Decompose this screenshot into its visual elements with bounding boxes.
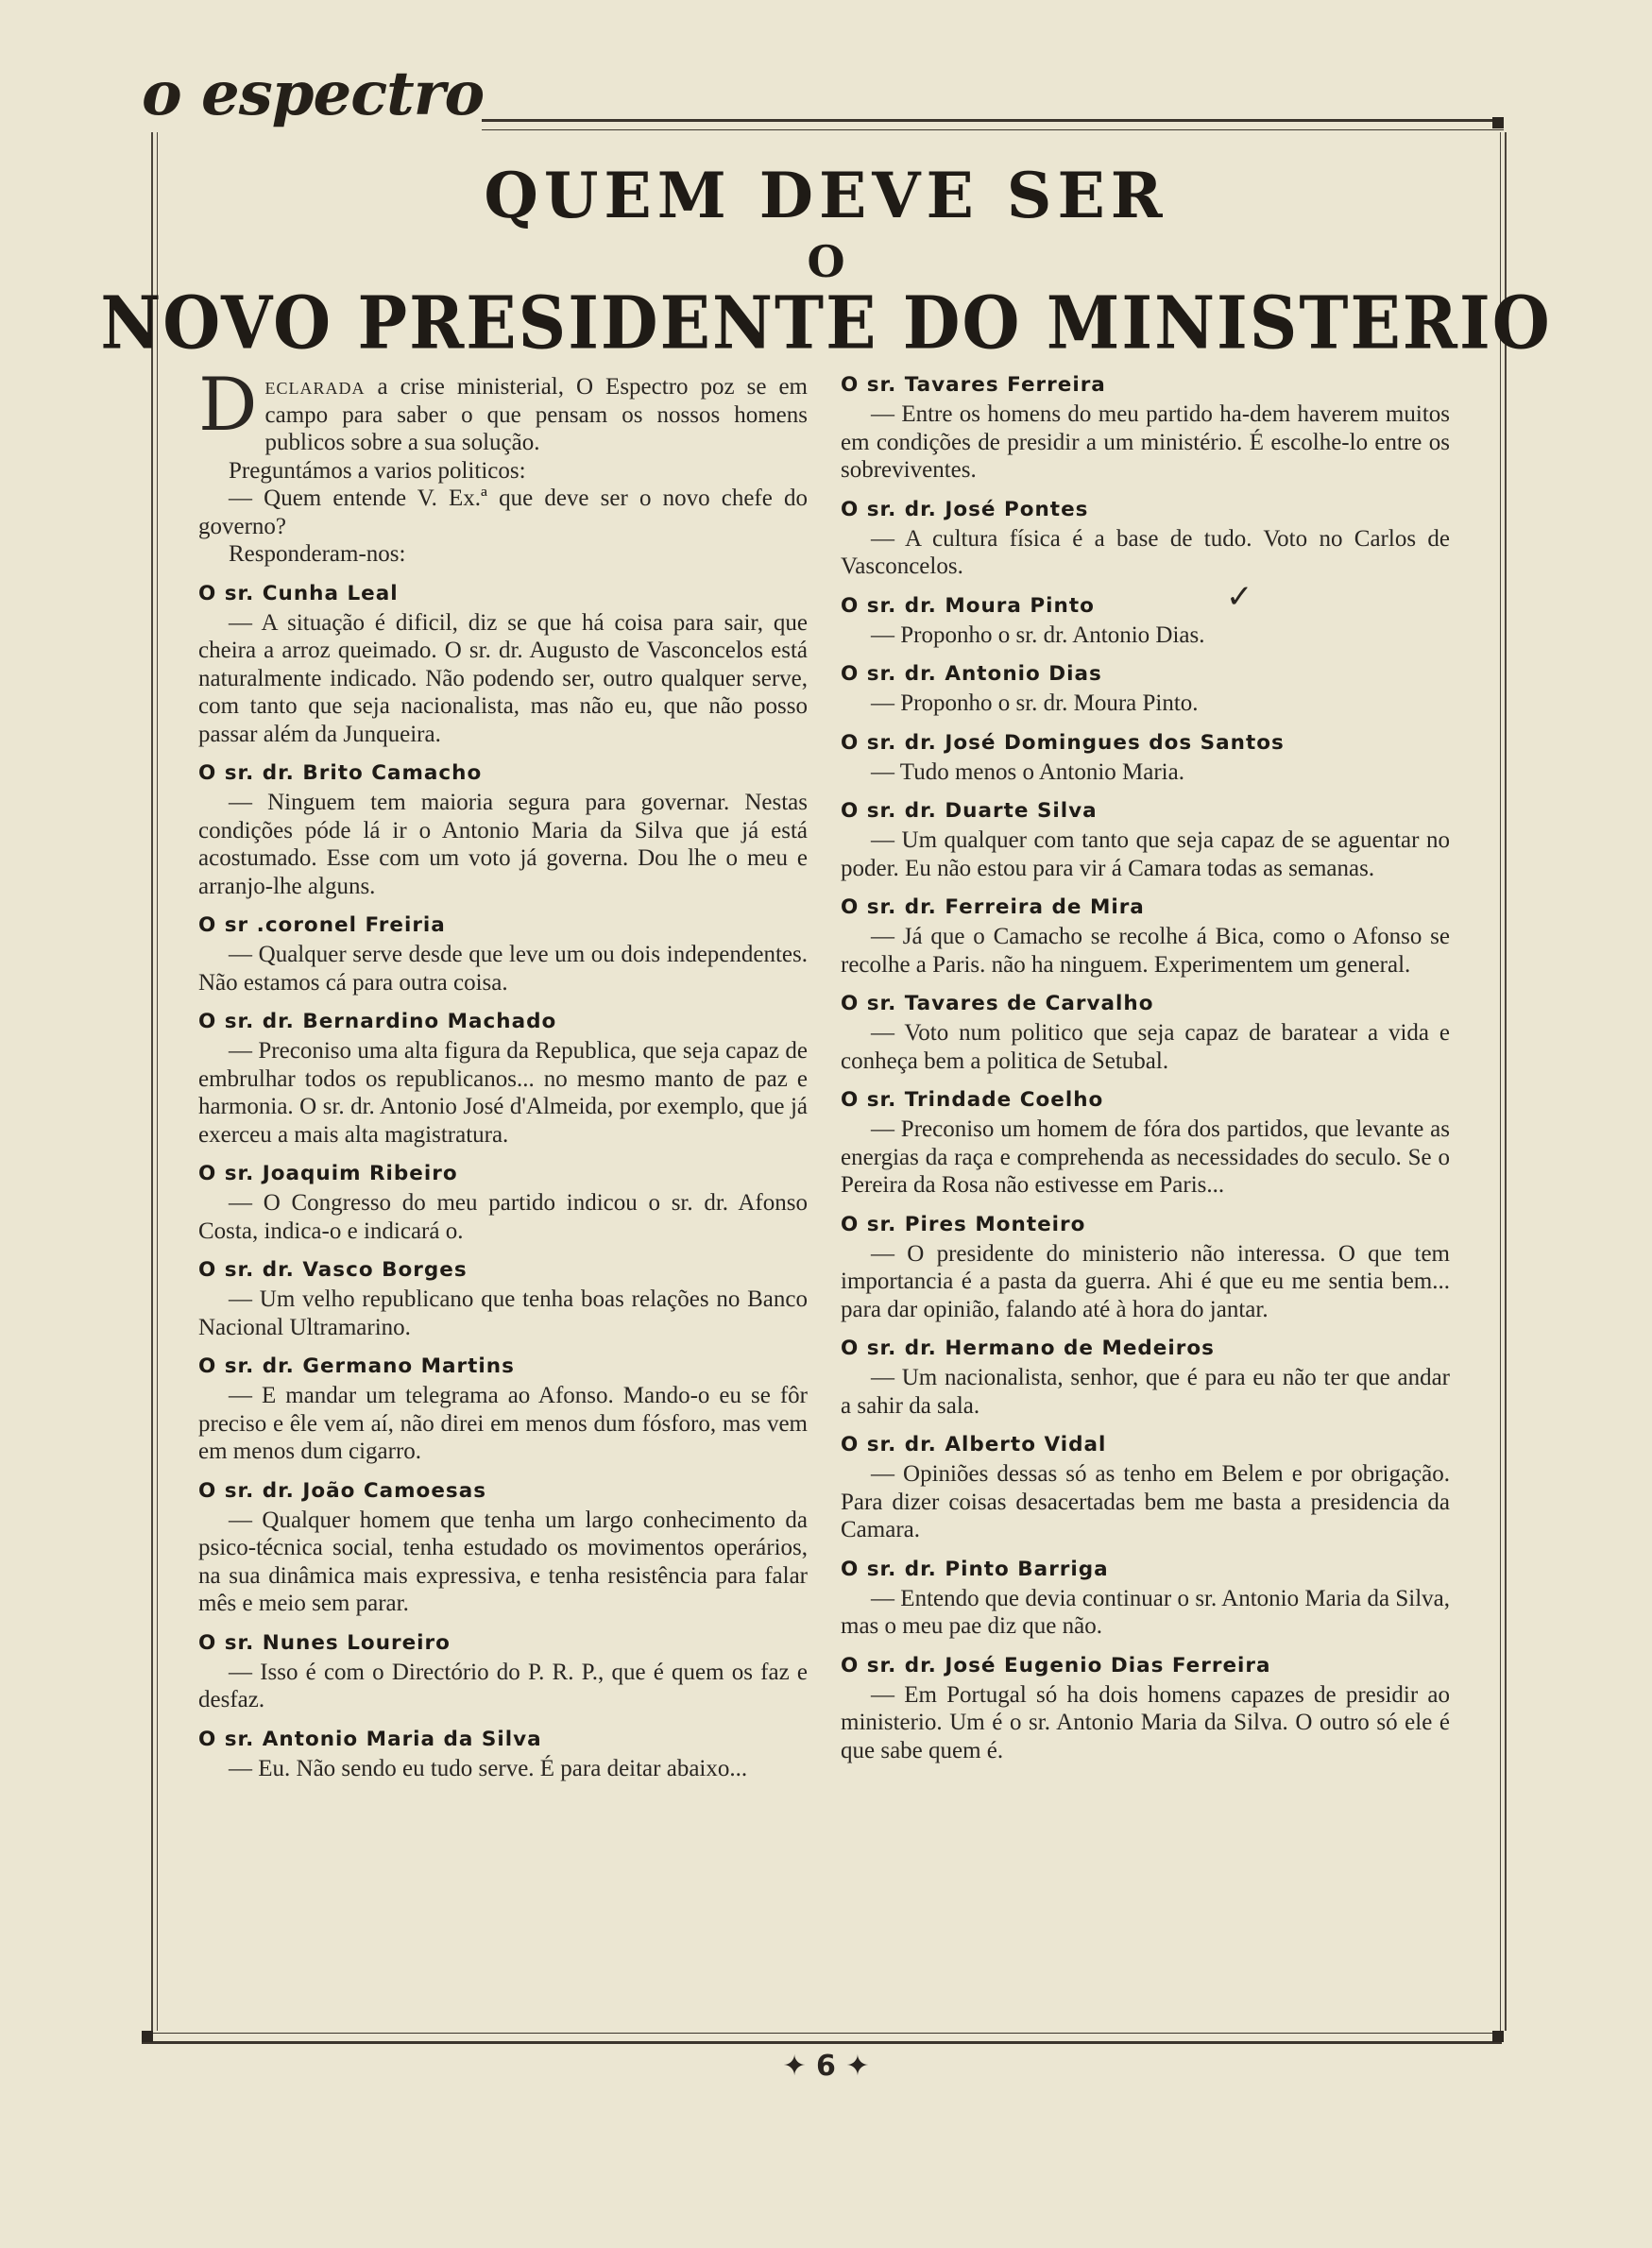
speaker-answer: — Preconiso uma alta figura da Republica, que seja capaz de embrulhar todos os republicanos... no mesmo manto de paz e harmonia. O sr. dr. Antonio José d'Almeida, por exemplo, que já exerceu a mais alta magistratura. (198, 1038, 808, 1148)
intro-answer-lead: Responderam-nos: (229, 541, 406, 567)
speaker-answer: — Isso é com o Directório do P. R. P., que é quem os faz e desfaz. (198, 1659, 808, 1712)
left-entries (198, 582, 808, 1783)
left-column (198, 363, 808, 1782)
interview-entry (841, 1654, 1450, 1765)
frame-corner-ornament (1492, 2031, 1504, 2042)
masthead-logo: o espectro (142, 59, 485, 129)
interview-entry (841, 1213, 1450, 1324)
speaker-answer: — O Congresso do meu partido indicou o sr. dr. Afonso Costa, indica-o e indicará o. (198, 1190, 808, 1244)
speaker-name: O sr. dr. Alberto Vidal (841, 1433, 1107, 1456)
speaker-answer: — Entendo que devia continuar o sr. Antonio Maria da Silva, mas o meu pae diz que não. (841, 1585, 1450, 1639)
headline-line-3: NOVO PRESIDENTE DO MINISTERIO (100, 279, 1552, 366)
speaker-name: O sr. dr. Bernardino Machado (198, 1010, 557, 1033)
interview-entry (198, 1258, 808, 1341)
speaker-name: O sr. Antonio Maria da Silva (198, 1727, 542, 1751)
speaker-name: O sr. dr. Brito Camacho (198, 761, 483, 785)
interview-entry (198, 761, 808, 900)
speaker-answer: — E mandar um telegrama ao Afonso. Mando-o eu se fôr preciso e êle vem aí, não direi em menos dum fósforo, mas vem em menos dum cigarro. (198, 1383, 808, 1464)
speaker-answer: — O presidente do ministerio não interessa. O que tem importancia é a pasta da guerra. Ahi é que eu me sentia bem... para dar opinião, falando até à hora do jantar. (841, 1240, 1450, 1322)
frame-left-rule (151, 132, 158, 2031)
right-column (841, 373, 1450, 1764)
intro-question: — Quem entende V. Ex.ª que deve ser o novo chefe do governo? (198, 485, 808, 539)
frame-corner-ornament (142, 2031, 153, 2042)
interview-entry (198, 1728, 808, 1783)
intro-text: a crise ministerial, O Espectro poz se em campo para saber o que pensam os nossos homens publicos sobre a sua solução. (264, 374, 808, 455)
speaker-name: O sr. Tavares de Carvalho (841, 992, 1154, 1015)
interview-entry (198, 1631, 808, 1714)
interview-entry (841, 1088, 1450, 1200)
speaker-name: O sr. Cunha Leal (198, 581, 399, 605)
speaker-answer: — Proponho o sr. dr. Antonio Dias. (871, 622, 1205, 648)
speaker-answer: — Ninguem tem maioria segura para governar. Nestas condições póde lá ir o Antonio Maria da Silva que já está acostumado. Esse com um voto já governa. Dou lhe o meu e arranjo-lhe alguns. (198, 790, 808, 899)
speaker-name: O sr. dr. José Domingues dos Santos (841, 730, 1285, 755)
speaker-answer: — Já que o Camacho se recolhe á Bica, como o Afonso se recolhe a Paris. não ha ninguem. Experimentem um general. (841, 924, 1450, 978)
speaker-answer: — Eu. Não sendo eu tudo serve. É para deitar abaixo... (229, 1755, 748, 1781)
frame-corner-ornament (1492, 117, 1504, 128)
speaker-name: O sr. Trindade Coelho (841, 1088, 1104, 1112)
right-entries (841, 373, 1450, 1764)
speaker-answer: — Preconiso um homem de fóra dos partidos, que levante as energias da raça e comprehenda as necessidades do seculo. Se o Pereira da Rosa não estivesse em Paris... (841, 1116, 1450, 1198)
speaker-name: O sr. Pires Monteiro (841, 1212, 1086, 1236)
speaker-answer: — A cultura física é a base de tudo. Voto no Carlos de Vasconcelos. (841, 525, 1450, 579)
speaker-name: O sr .coronel Freiria (198, 913, 446, 937)
speaker-name: O sr. dr. Ferreira de Mira (841, 895, 1145, 919)
interview-entry (198, 1354, 808, 1466)
interview-entry (841, 1337, 1450, 1420)
intro-question-lead: Preguntámos a varios politicos: (229, 457, 526, 484)
speaker-answer: — Entre os homens do meu partido ha-dem haverem muitos em condições de presidir a um ministério. É escolhe-lo entre os sobreviventes. (841, 401, 1450, 483)
interview-entry (198, 913, 808, 996)
speaker-name: O sr. dr. Duarte Silva (841, 799, 1098, 823)
interview-entry (841, 1558, 1450, 1641)
frame-bottom-rule (142, 2033, 1502, 2044)
speaker-answer: — Tudo menos o Antonio Maria. (871, 758, 1184, 785)
speaker-answer: — Um velho republicano que tenha boas relações no Banco Nacional Ultramarino. (198, 1286, 808, 1340)
speaker-name: O sr. dr. Germano Martins (198, 1354, 515, 1378)
interview-entry (841, 799, 1450, 882)
interview-entry (198, 1010, 808, 1149)
speaker-name: O sr. dr. Moura Pinto (841, 593, 1095, 618)
interview-entry (841, 992, 1450, 1075)
interview-entry (841, 662, 1450, 718)
interview-entry (841, 594, 1450, 650)
speaker-answer: — Um nacionalista, senhor, que é para eu não ter que andar a sahir da sala. (841, 1365, 1450, 1419)
speaker-answer: — Um qualquer com tanto que seja capaz de se aguentar no poder. Eu não estou para vir á Camara todas as semanas. (841, 827, 1450, 881)
speaker-name: O sr. dr. Hermano de Medeiros (841, 1337, 1215, 1360)
headline-line-1: QUEM DEVE SER (484, 159, 1168, 232)
speaker-name: O sr. Joaquim Ribeiro (198, 1162, 458, 1185)
interview-entry (198, 1162, 808, 1245)
speaker-name: O sr. dr. José Pontes (841, 497, 1089, 521)
speaker-answer: — Qualquer serve desde que leve um ou dois independentes. Não estamos cá para outra coisa. (198, 942, 808, 996)
speaker-name: O sr. dr. Vasco Borges (198, 1258, 468, 1282)
speaker-answer: — Em Portugal só ha dois homens capazes de presidir ao ministerio. Um é o sr. Antonio Maria da Silva. O outro só ele é que sabe quem é. (841, 1681, 1450, 1763)
interview-entry (841, 895, 1450, 979)
speaker-name: O sr. dr. João Camoesas (198, 1478, 487, 1503)
speaker-answer: — Opiniões dessas só as tenho em Belem e por obrigação. Para dizer coisas desacertadas bem me basta a presidencia da Camara. (841, 1461, 1450, 1542)
speaker-name: O sr. dr. Pinto Barriga (841, 1557, 1109, 1581)
interview-entry (841, 498, 1450, 581)
interview-entry (841, 1433, 1450, 1544)
drop-cap: D (198, 363, 258, 448)
speaker-answer: — Voto num politico que seja capaz de baratear a vida e conheça bem a politica de Setubal. (841, 1020, 1450, 1074)
headline-line-2: O (807, 236, 845, 287)
speaker-answer: — Proponho o sr. dr. Moura Pinto. (871, 690, 1199, 716)
interview-entry (841, 373, 1450, 485)
intro-first-word: eclarada (264, 374, 366, 400)
speaker-answer: — A situação é dificil, diz se que há coisa para sair, que cheira a arroz queimado. O sr. dr. Augusto de Vasconcelos está naturalmente indicado. Não podendo ser, outro qualquer serve, com tanto que seja nacionalista, mas não eu, que não posso passar além da Junqueira. (198, 609, 808, 747)
speaker-answer: — Qualquer homem que tenha um largo conhecimento da psico-técnica social, tenha estudado os movimentos operários, na sua dinâmica mais expressiva, e tenha resistência para falar mês e meio sem parar. (198, 1507, 808, 1616)
frame-top-rule (482, 119, 1504, 130)
check-mark-annotation: ✓ (1226, 578, 1253, 616)
interview-entry (198, 582, 808, 749)
speaker-name: O sr. dr. José Eugenio Dias Ferreira (841, 1653, 1271, 1677)
page-number: ✦ 6 ✦ (782, 2050, 870, 2083)
intro-paragraph (198, 363, 808, 457)
speaker-name: O sr. Tavares Ferreira (841, 373, 1106, 397)
interview-entry (841, 731, 1450, 787)
interview-entry (198, 1479, 808, 1618)
speaker-name: O sr. Nunes Loureiro (198, 1630, 451, 1655)
speaker-name: O sr. dr. Antonio Dias (841, 662, 1102, 686)
frame-right-rule (1500, 132, 1507, 2031)
